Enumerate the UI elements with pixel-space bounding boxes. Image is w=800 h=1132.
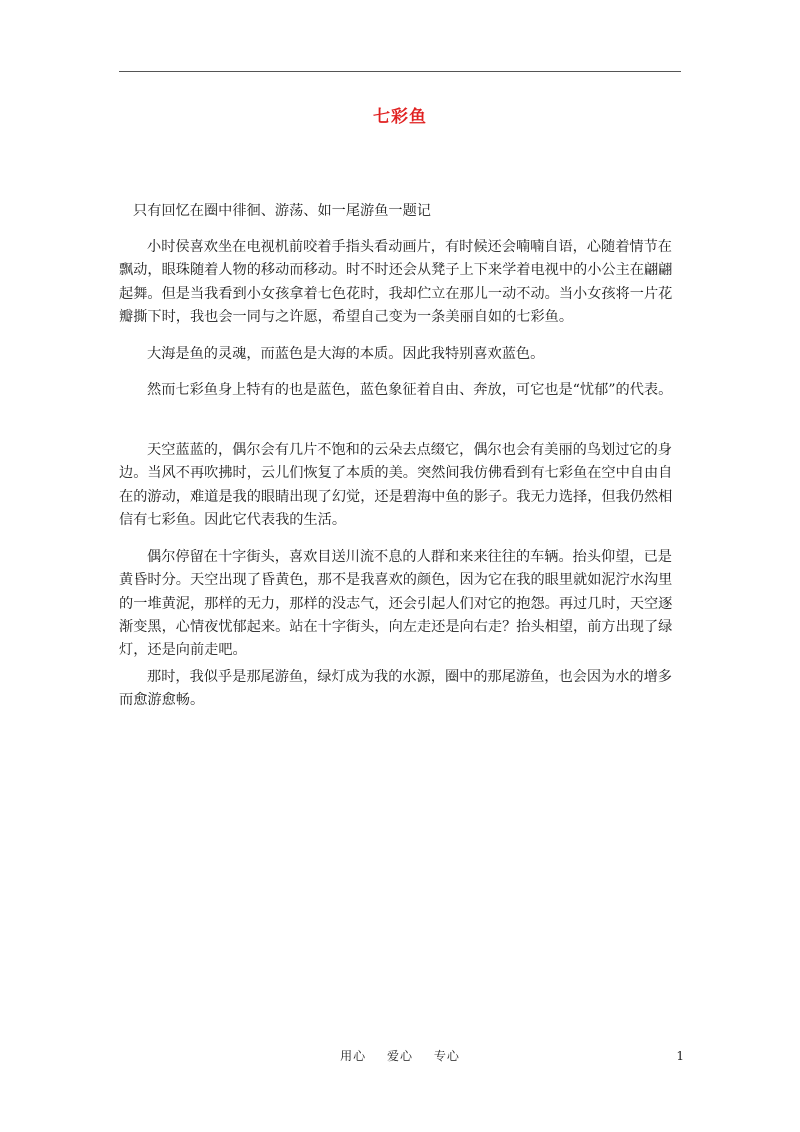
paragraph-epigraph: [119, 200, 681, 223]
header-rule: [119, 71, 681, 72]
paragraph-4: [119, 439, 681, 532]
page-number: 1: [676, 1049, 684, 1063]
document-title: 七彩鱼: [373, 107, 427, 127]
paragraph-text: 那时，我似乎是那尾游鱼，绿灯成为我的水源，圈中的那尾游鱼，也会因为水的增多而愈游愈畅。: [119, 669, 672, 709]
paragraph-text: 只有回忆在圈中徘徊、游荡、如一尾游鱼一题记: [133, 203, 431, 219]
paragraph-text: 天空蓝蓝的，偶尔会有几片不饱和的云朵去点缀它，偶尔也会有美丽的鸟划过它的身边。当风不再吹拂时，云儿们恢复了本质的美。突然间我仿佛看到有七彩鱼在空中自由自在的游动，难道是我的眼睛出现了幻觉，还是碧海中鱼的影子。我无力选择，但我仍然相信有七彩鱼。因此它代表我的生活。: [119, 442, 673, 528]
paragraph-2: [119, 343, 681, 366]
paragraph-text: 小时侯喜欢坐在电视机前咬着手指头看动画片，有时候还会喃喃自语，心随着情节在飘动，眼珠随着人物的移动而移动。时不时还会从凳子上下来学着电视中的小公主在翩翩起舞。但是当我看到小女孩拿着七色花时，我却伫立在那儿一动不动。当小女孩将一片花瓣撕下时，我也会一同与之许愿，希望自己变为一条美丽自如的七彩鱼。: [119, 239, 673, 325]
paragraph-5: [119, 546, 681, 662]
paragraph-text: 然而七彩鱼身上特有的也是蓝色，蓝色象征着自由、奔放，可它也是“忧郁”的代表。: [147, 382, 673, 398]
paragraph-text: 偶尔停留在十字街头，喜欢目送川流不息的人群和来来往往的车辆。抬头仰望，已是黄昏时分。天空出现了昏黄色，那不是我喜欢的颜色，因为它在我的眼里就如泥泞水沟里的一堆黄泥，那样的无力，那样的没志气，还会引起人们对它的抱怨。再过几时，天空逐渐变黑，心情夜忧郁起来。站在十字街头，向左走还是向右走？抬头相望，前方出现了绿灯，还是向前走吧。: [119, 549, 673, 659]
footer-slogan-item: 爱心: [386, 1049, 413, 1063]
paragraph-1: [119, 236, 681, 329]
paragraph-text: 大海是鱼的灵魂，而蓝色是大海的本质。因此我特别喜欢蓝色。: [147, 346, 545, 362]
footer-slogan-item: 用心: [340, 1049, 367, 1063]
footer-slogan-item: 专心: [433, 1049, 460, 1063]
paragraph-6: [119, 666, 681, 713]
paragraph-3: [119, 379, 681, 402]
